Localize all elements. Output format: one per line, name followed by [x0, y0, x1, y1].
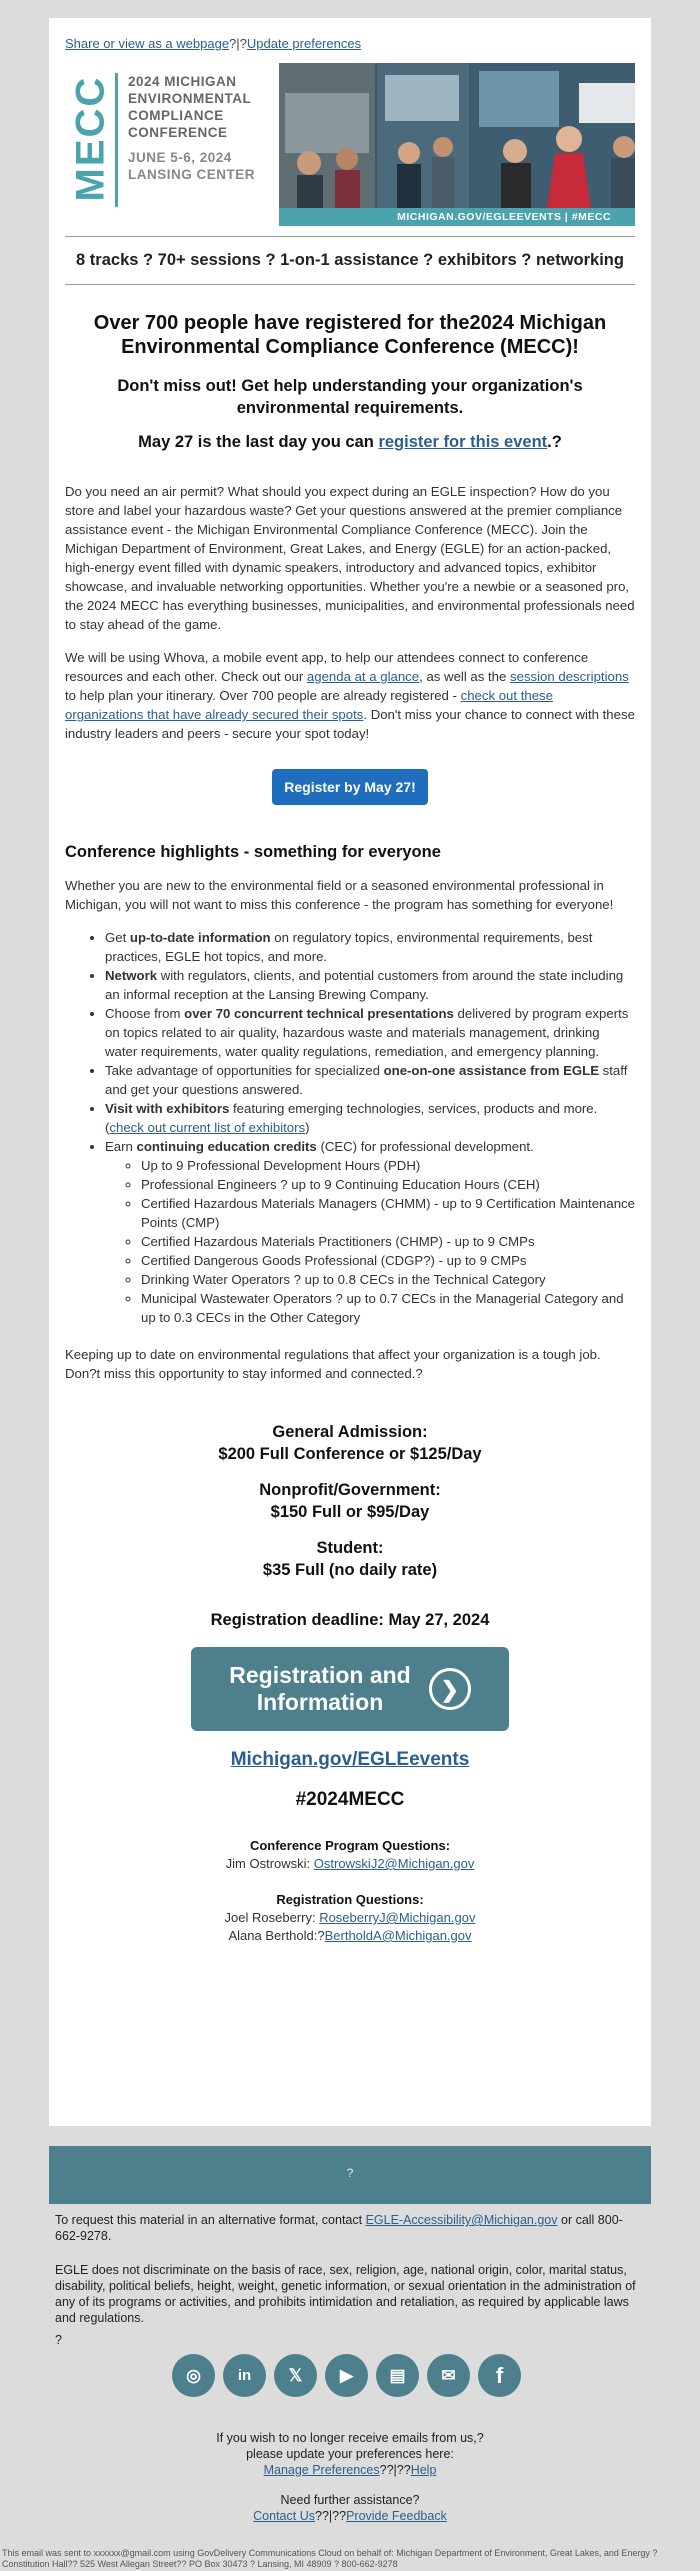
- credit-item: ◦ Professional Engineers ? up to 9 Continuing Education Hours (CEH): [141, 1175, 635, 1194]
- session-descriptions-link[interactable]: session descriptions: [510, 669, 629, 684]
- footer-question-mark: ?: [55, 2333, 62, 2347]
- list-item: • Choose from over 70 concurrent technical presentations delivered by program experts on topics related to air quality, hazardous waste and materials management, drinking water requirements, water quality regulations, remediation, and emergency planning.: [105, 1004, 635, 1061]
- general-admission-title: General Admission:: [272, 1423, 428, 1441]
- subhead: Don't miss out! Get help understanding your organization's environmental requirements.: [117, 377, 583, 417]
- x-icon[interactable]: 𝕏: [274, 2354, 317, 2397]
- student-price: $35 Full (no daily rate): [262, 1561, 438, 1579]
- nonprofit-price: $150 Full or $95/Day: [270, 1503, 430, 1521]
- headline: Over 700 people have registered for the2024 Michigan Environmental Compliance Conference (MECC)!: [93, 312, 607, 358]
- contact-us-link[interactable]: Contact Us: [253, 2509, 315, 2523]
- email-card: [49, 18, 651, 2126]
- deadline-line: May 27 is the last day you can register for this event.?: [138, 433, 562, 451]
- mecc-logo: MECC: [68, 75, 113, 202]
- divider-bottom: [65, 284, 635, 285]
- youtube-icon[interactable]: ▶: [325, 2354, 368, 2397]
- program-contact: Conference Program Questions: Jim Ostrowski: OstrowskiJ2@Michigan.gov: [225, 1838, 475, 1871]
- whova-paragraph: We will be using Whova, a mobile event app, to help our attendees connect to conference resources and each other. Check out our agenda at a glance, as well as the session descriptions to help plan your itinerary. Over 700 people are already registered - check out these organizations that have already secured their spots. Don't miss your chance to connect with these industry leaders and peers - secure your spot today!: [65, 650, 635, 741]
- list-item: • Visit with exhibitors featuring emerging technologies, services, products and more. (check out current list of exhibitors): [105, 1099, 635, 1137]
- nonprofit-title: Nonprofit/Government:: [259, 1481, 441, 1499]
- highlights-intro: Whether you are new to the environmental field or a seasoned environmental professional in Michigan, you will not want to miss this conference - the program has something for everyone!: [65, 878, 614, 912]
- facebook-icon[interactable]: f: [478, 2354, 521, 2397]
- conference-banner: [65, 63, 635, 226]
- assistance-block: Need further assistance? Contact Us??|??Provide Feedback: [253, 2493, 447, 2523]
- registration-info-button[interactable]: Registration and Information ❯: [65, 1647, 635, 1731]
- banner-photo-collage: [279, 63, 635, 226]
- registration-contact: Registration Questions: Joel Roseberry: RoseberryJ@Michigan.gov Alana Berthold:?BertholdA@Michigan.gov: [224, 1892, 476, 1943]
- closing-paragraph: Keeping up to date on environmental regulations that affect your organization is a tough job. Don?t miss this opportunity to stay informed and connected.?: [65, 1347, 601, 1381]
- banner-divider: [115, 73, 118, 207]
- fine-print: This email was sent to xxxxxx@gmail.com using GovDelivery Communications Cloud on behalf of: Michigan Department of Environment, Great Lakes, and Energy ? Constitution Hall?? 525 West Allegan Street?? PO Box 30473 ? Lansing, MI 48909 ? 800-662-9278: [2, 2548, 658, 2569]
- newsletter-icon[interactable]: ▤: [376, 2354, 419, 2397]
- general-admission-price: $200 Full Conference or $125/Day: [218, 1445, 482, 1463]
- banner-date: JUNE 5-6, 2024 LANSING CENTER: [128, 150, 256, 182]
- arrow-right-icon: ❯: [429, 1668, 471, 1710]
- banner-title-block: [65, 63, 279, 226]
- email-icon[interactable]: ✉: [427, 2354, 470, 2397]
- instagram-icon[interactable]: ◎: [172, 2354, 215, 2397]
- footer-band: ?: [49, 2146, 651, 2204]
- program-email-link[interactable]: OstrowskiJ2@Michigan.gov: [313, 1856, 475, 1871]
- accessibility-email-link[interactable]: EGLE-Accessibility@Michigan.gov: [365, 2213, 558, 2227]
- intro-paragraph: Do you need an air permit? What should you expect during an EGLE inspection? How do you store and label your hazardous waste? Get your questions answered at the premier compliance assistance event - the Michigan Environmental Compliance Conference (MECC). Join the Michigan Department of Environment, Great Lakes, and Energy (EGLE) for an action-packed, high-energy event filled with dynamic speakers, introductory and advanced topics, exhibitor showcase, and invaluable networking opportunities. Whether you're a newbie or a seasoned pro, the 2024 MECC has everything businesses, municipalities, and environmental professionals need to stay ahead of the game.: [65, 484, 635, 632]
- credit-item: ◦ Certified Dangerous Goods Professional (CDGP?) - up to 9 CMPs: [141, 1251, 635, 1270]
- student-title: Student:: [316, 1539, 384, 1557]
- banner-strip: MICHIGAN.GOV/EGLEEVENTS | #MECC: [279, 208, 635, 226]
- agenda-link[interactable]: agenda at a glance: [306, 669, 420, 684]
- nondiscrimination-notice: EGLE does not discriminate on the basis of race, sex, religion, age, national origin, color, marital status, disability, political beliefs, height, weight, genetic information, or sexual orientation in the administration of any of its programs or activities, and prohibits intimidation and retaliation, as required by applicable laws and regulations.: [55, 2263, 636, 2325]
- credit-item: ◦ Drinking Water Operators ? up to 0.8 CECs in the Technical Category: [141, 1270, 635, 1289]
- linkedin-icon[interactable]: in: [223, 2354, 266, 2397]
- list-item: • Earn continuing education credits (CEC) for professional development. ◦ Up to 9 Professional Development Hours (PDH) ◦ Professional Engineers ? up to 9 Continuing Education Hours (CEH) ◦ Certified Hazardous Materials Managers (CHMM) - up to 9 Certification Maintenance Points (CMP) ◦ Certified Hazardous Materials Practitioners (CHMP) - up to 9 CMPs ◦ Certified Dangerous Goods Professional (CDGP?) - up to 9 CMPs ◦ Drinking Water Operators ? up to 0.8 CECs in the Technical Category ◦ Municipal Wastewater Operators ? up to 0.7 CECs in the Managerial Category and up to 0.3 CECs in the Other Category: [105, 1137, 635, 1327]
- registration-deadline: Registration deadline: May 27, 2024: [210, 1611, 490, 1629]
- social-icons: [172, 2354, 521, 2397]
- update-preferences-link[interactable]: Update preferences: [246, 36, 362, 51]
- credits-list: [105, 1156, 635, 1327]
- provide-feedback-link[interactable]: Provide Feedback: [346, 2509, 447, 2523]
- list-item: • Get up-to-date information on regulatory topics, environmental requirements, best practices, EGLE hot topics, and more.: [105, 928, 635, 966]
- accessibility-notice: To request this material in an alternative format, contact EGLE-Accessibility@Michigan.gov or call 800-662-9278.: [55, 2213, 623, 2243]
- credit-item: ◦ Municipal Wastewater Operators ? up to 0.7 CECs in the Managerial Category and up to 0.3 CECs in the Other Category: [141, 1289, 635, 1327]
- top-separator: ?|?: [229, 36, 247, 51]
- credit-item: ◦ Certified Hazardous Materials Managers (CHMM) - up to 9 Certification Maintenance Points (CMP): [141, 1194, 635, 1232]
- list-item: • Network with regulators, clients, and potential customers from around the state including an informal reception at the Lansing Brewing Company.: [105, 966, 635, 1004]
- conference-photos: [279, 63, 635, 226]
- help-link[interactable]: Help: [410, 2463, 437, 2477]
- share-link[interactable]: Share or view as a webpage: [65, 36, 230, 51]
- registered-orgs-link[interactable]: check out these organizations that have already secured their spots: [65, 688, 553, 722]
- hashtag: #2024MECC: [295, 1789, 405, 1810]
- exhibitors-link[interactable]: check out current list of exhibitors: [109, 1120, 306, 1135]
- top-links: [65, 36, 635, 51]
- pricing: [65, 1421, 635, 1581]
- credit-item: ◦ Up to 9 Professional Development Hours (PDH): [141, 1156, 635, 1175]
- banner-title: 2024 MICHIGAN ENVIRONMENTAL COMPLIANCE CONFERENCE JUNE 5-6, 2024 LANSING CENTER: [128, 74, 256, 182]
- unsubscribe-block: If you wish to no longer receive emails from us,? please update your preferences here: Manage Preferences??|??Help: [216, 2431, 484, 2477]
- tagline: 8 tracks ? 70+ sessions ? 1-on-1 assistance ? exhibitors ? networking: [76, 251, 624, 269]
- register-button[interactable]: Register by May 27!: [272, 769, 428, 805]
- highlights-heading: Conference highlights - something for everyone: [65, 843, 441, 861]
- manage-preferences-link[interactable]: Manage Preferences: [263, 2463, 380, 2477]
- credit-item: ◦ Certified Hazardous Materials Practitioners (CHMP) - up to 9 CMPs: [141, 1232, 635, 1251]
- egle-events-link[interactable]: Michigan.gov/EGLEevents: [230, 1749, 470, 1770]
- list-item: • Take advantage of opportunities for specialized one-on-one assistance from EGLE staff and get your questions answered.: [105, 1061, 635, 1099]
- register-event-link[interactable]: register for this event: [378, 433, 548, 451]
- berthold-email-link[interactable]: BertholdA@Michigan.gov: [324, 1928, 472, 1943]
- highlights-list: [65, 928, 635, 1327]
- roseberry-email-link[interactable]: RoseberryJ@Michigan.gov: [319, 1910, 476, 1925]
